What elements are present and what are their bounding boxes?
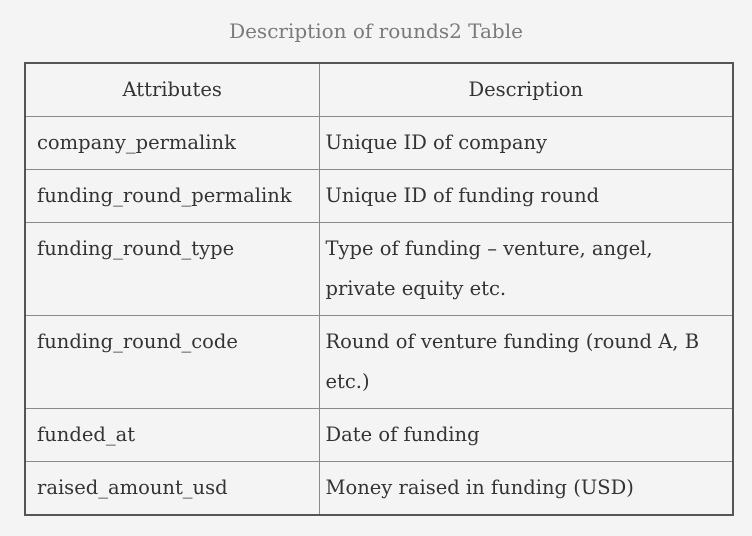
table-row <box>25 316 733 409</box>
table-row <box>25 462 733 516</box>
description-cell: Round of venture funding (round A, B etc.) <box>319 316 733 409</box>
description-cell: Money raised in funding (USD) <box>319 462 733 516</box>
header-attributes: Attributes <box>25 63 319 117</box>
attribute-cell: raised_amount_usd <box>25 462 319 516</box>
description-cell: Type of funding – venture, angel, private equity etc. <box>319 223 733 316</box>
description-cell: Unique ID of funding round <box>319 170 733 223</box>
table-row <box>25 223 733 316</box>
description-cell: Unique ID of company <box>319 117 733 170</box>
table-header-row <box>25 63 733 117</box>
attribute-cell: funding_round_permalink <box>25 170 319 223</box>
attribute-cell: funded_at <box>25 409 319 462</box>
attribute-cell: company_permalink <box>25 117 319 170</box>
header-description: Description <box>319 63 733 117</box>
table-row <box>25 170 733 223</box>
table-row <box>25 117 733 170</box>
description-cell: Date of funding <box>319 409 733 462</box>
table-row <box>25 409 733 462</box>
attribute-cell: funding_round_type <box>25 223 319 316</box>
attribute-cell: funding_round_code <box>25 316 319 409</box>
table-caption: Description of rounds2 Table <box>229 19 523 43</box>
attributes-table <box>24 62 734 516</box>
